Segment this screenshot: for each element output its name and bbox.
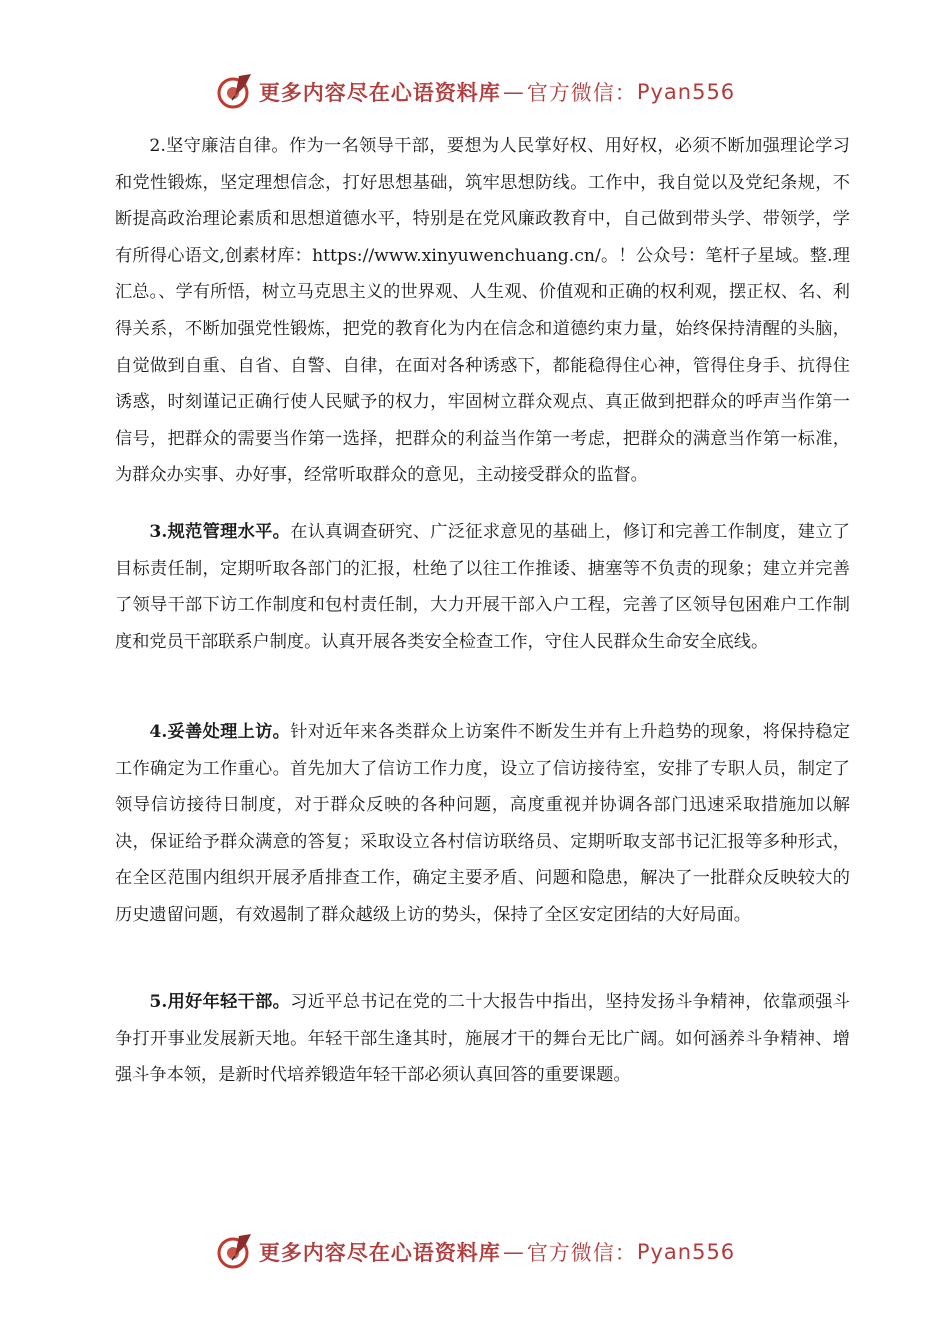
paragraph-text: 2.坚守廉洁自律。作为一名领导干部，要想为人民掌好权、用好权，必须不断加强理论学习和党性锻炼，坚定理想信念，打好思想基础，筑牢思想防线。工作中，我自觉以及党纪条规，不断提高政治理论素质和思想道德水平，特别是在党风廉政教育中，自己做到带头学、带领学，学有所得心语文,创素材库：https://www.xinyuwenchuang.cn/。！公众号：笔杆子星域。整.理汇总。、学有所悟，树立马克思主义的世界观、人生观、价值观和正确的权利观，摆正权、名、利得关系，不断加强党性锻炼，把党的教育化为内在信念和道德约束力量，始终保持清醒的头脑，自觉做到自重、自省、自警、自律，在面对各种诱惑下，都能稳得住心神，管得住身手、抗得住诱惑，时刻谨记正确行使人民赋予的权力，牢固树立群众观点、真正做到把群众的呼声当作第一信号，把群众的需要当作第一选择，把群众的利益当作第一考虑，把群众的满意当作第一标准，为群众办实事、办好事，经常听取群众的意见，主动接受群众的监督。 <box>115 136 850 486</box>
footer-dash: — <box>502 1240 525 1264</box>
pen-logo-icon <box>215 72 255 112</box>
paragraph-heading: 4.妥善处理上访。 <box>149 722 291 742</box>
header-official: 官方微信： <box>526 81 637 105</box>
paragraph-petitions <box>115 714 850 934</box>
paragraph-management <box>115 514 850 660</box>
paragraph-text: 在认真调查研究、广泛征求意见的基础上，修订和完善工作制度，建立了目标责任制，定期听取各部门的汇报，杜绝了以往工作推诿、搪塞等不负责的现象；建立并完善了领导干部下访工作制度和包村责任制，大力开展干部入户工程，完善了区领导包困难户工作制度和党员干部联系户制度。认真开展各类安全检查工作，守住人民群众生命安全底线。 <box>115 522 850 652</box>
header-dash: — <box>502 80 525 104</box>
paragraph-text: 习近平总书记在党的二十大报告中指出，坚持发扬斗争精神，依靠顽强斗争打开事业发展新天地。年轻干部生逢其时，施展才干的舞台无比广阔。如何涵养斗争精神、增强斗争本领，是新时代培养锻造年轻干部必须认真回答的重要课题。 <box>115 992 850 1086</box>
paragraph-heading: 5.用好年轻干部。 <box>149 992 291 1012</box>
footer-brand: 更多内容尽在心语资料库 <box>258 1241 501 1265</box>
footer-banner <box>0 1232 950 1272</box>
pen-logo-icon <box>215 1232 255 1272</box>
footer-wechat-id: Pyan556 <box>636 1240 736 1264</box>
header-brand: 更多内容尽在心语资料库 <box>258 81 501 105</box>
paragraph-integrity <box>115 128 850 494</box>
footer-text <box>259 1237 735 1267</box>
paragraph-young-cadres <box>115 984 850 1094</box>
footer-official: 官方微信： <box>526 1241 637 1265</box>
header-banner <box>0 72 950 112</box>
header-text <box>259 77 735 107</box>
paragraph-text: 针对近年来各类群众上访案件不断发生并有上升趋势的现象，将保持稳定工作确定为工作重心。首先加大了信访工作力度，设立了信访接待室，安排了专职人员，制定了领导信访接待日制度，对于群众反映的各种问题，高度重视并协调各部门迅速采取措施加以解决，保证给予群众满意的答复；采取设立各村信访联络员、定期听取支部书记汇报等多种形式，在全区范围内组织开展矛盾排查工作，确定主要矛盾、问题和隐患，解决了一批群众反映较大的历史遗留问题，有效遏制了群众越级上访的势头，保持了全区安定团结的大好局面。 <box>115 722 850 925</box>
paragraph-heading: 3.规范管理水平。 <box>149 522 291 542</box>
header-wechat-id: Pyan556 <box>636 80 736 104</box>
